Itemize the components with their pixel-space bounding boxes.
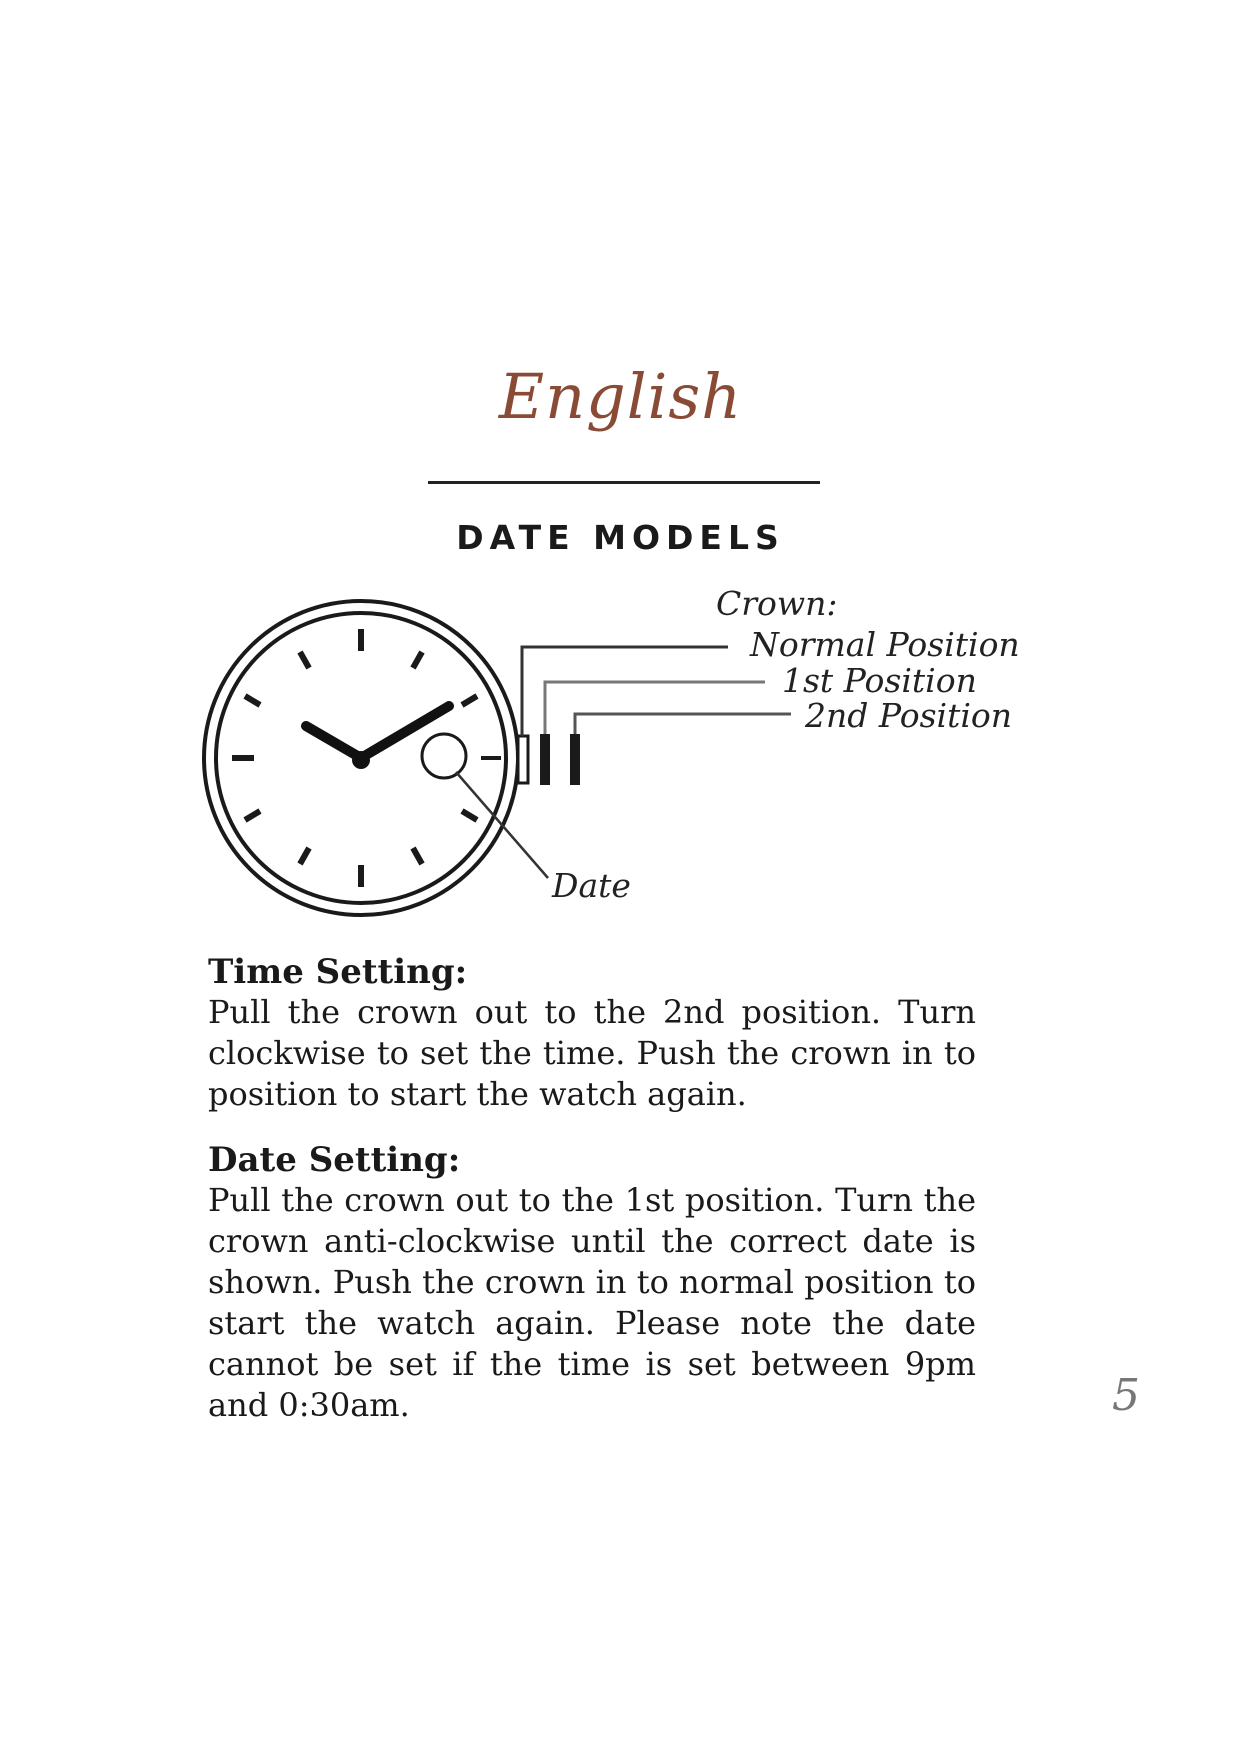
minute-hand bbox=[361, 706, 449, 758]
first-position-label: 1st Position bbox=[782, 661, 977, 700]
section-title: DATE MODELS bbox=[456, 518, 785, 557]
date-setting-body: Pull the crown out to the 1st position. Turn the crown anti-clockwise until the correct date is shown. Push the crown in to normal position to start the watch again. Please note the date cannot be set if the time is set between 9pm and 0:30am. bbox=[208, 1181, 976, 1424]
time-setting-section bbox=[208, 952, 976, 1115]
crown-normal bbox=[518, 736, 528, 783]
leader-normal bbox=[522, 647, 728, 736]
time-setting-body: Pull the crown out to the 2nd position. Turn clockwise to set the time. Push the crown in to position to start the watch again. bbox=[208, 993, 976, 1113]
second-position-label: 2nd Position bbox=[805, 696, 1013, 735]
watch-case-inner bbox=[216, 613, 506, 903]
date-setting-heading: Date Setting: bbox=[208, 1140, 461, 1180]
crown-label: Crown: bbox=[716, 584, 838, 623]
normal-position-label: Normal Position bbox=[750, 625, 1020, 664]
title-divider bbox=[428, 481, 820, 484]
leader-2nd bbox=[575, 714, 791, 734]
date-pointer-line bbox=[456, 772, 548, 878]
hand-pivot bbox=[352, 751, 370, 769]
watch-hands bbox=[306, 706, 449, 758]
hour-markers bbox=[232, 629, 501, 887]
crown-1st bbox=[540, 734, 550, 785]
page-number: 5 bbox=[1112, 1370, 1140, 1421]
time-setting-heading: Time Setting: bbox=[208, 952, 468, 992]
date-setting-section bbox=[208, 1140, 976, 1426]
date-label: Date bbox=[552, 866, 631, 905]
language-title: English bbox=[498, 360, 743, 433]
crown-2nd bbox=[570, 734, 580, 785]
hour-hand bbox=[306, 726, 361, 758]
watch-case-outer bbox=[204, 601, 518, 915]
date-window bbox=[422, 734, 466, 778]
leader-1st bbox=[545, 682, 765, 734]
